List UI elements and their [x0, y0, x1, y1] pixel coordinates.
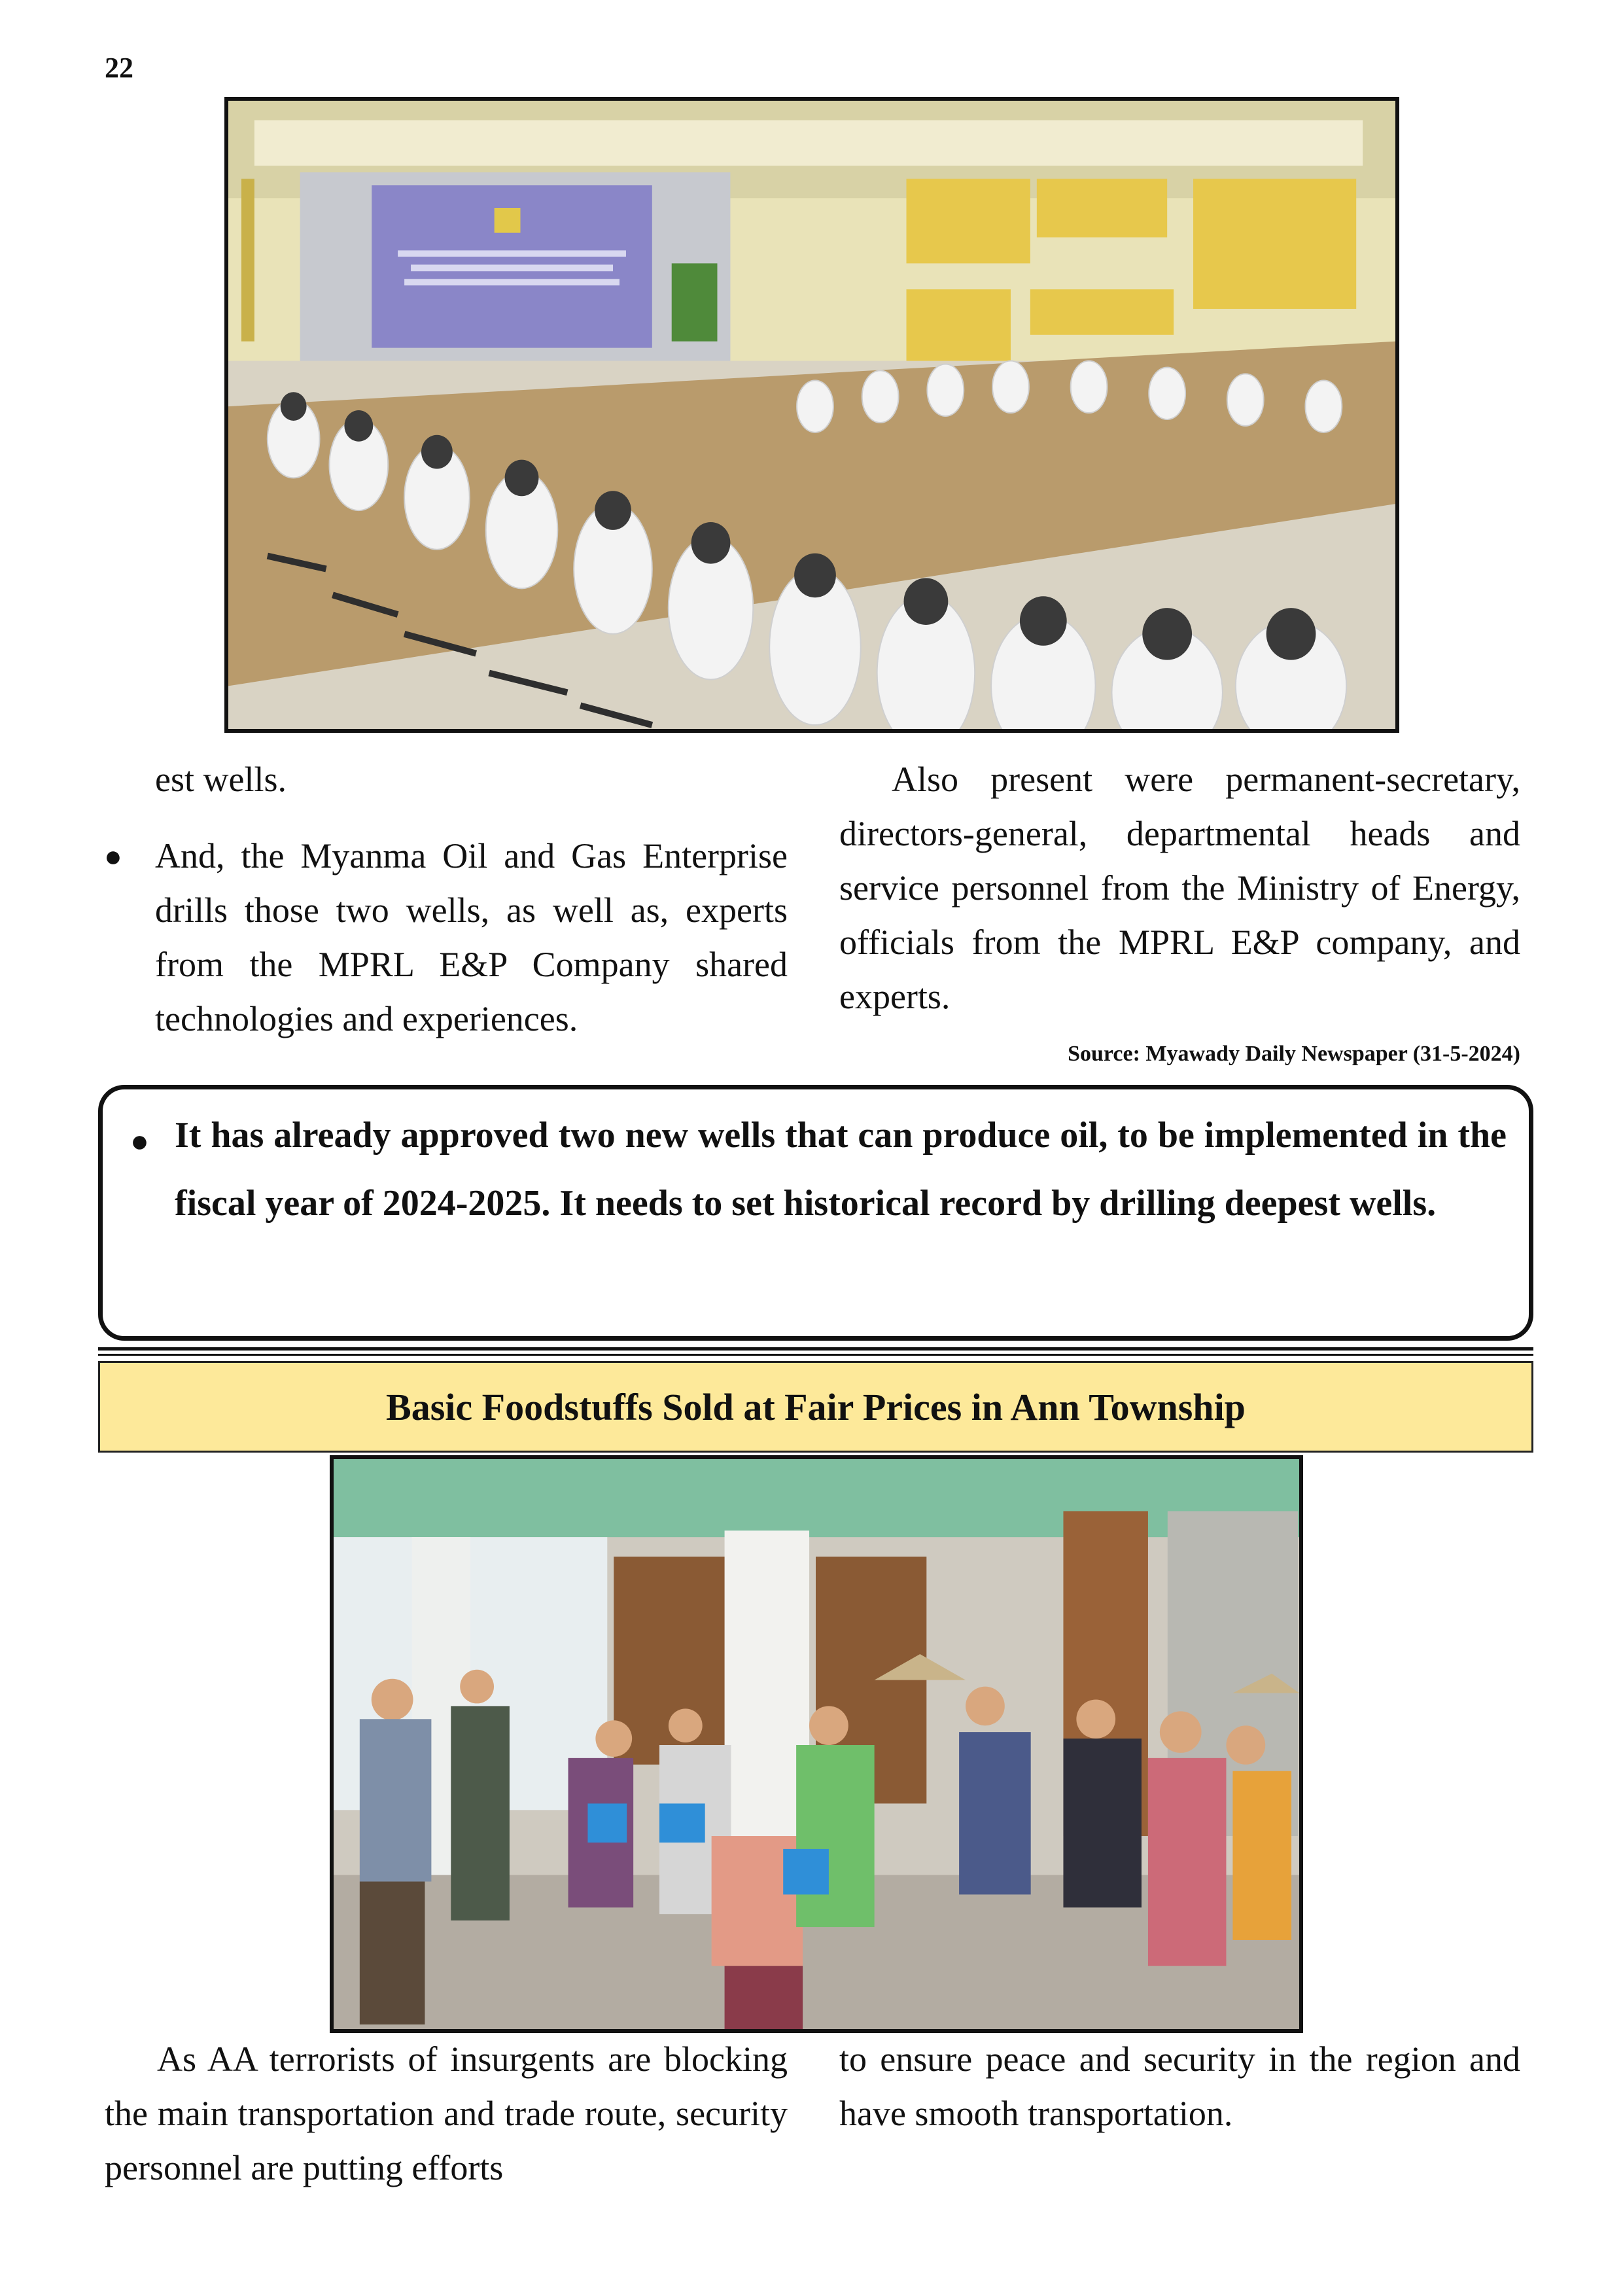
callout-box [98, 1085, 1533, 1341]
article2-left-column [105, 2032, 788, 2195]
market-distribution-photo [330, 1455, 1303, 2033]
callout-text: It has already approved two new wells that can produce oil, to be implemented in the fiscal year of 2024-2025. It needs to set historical record by drilling deepest wells. [175, 1115, 1507, 1224]
article1-right-column [839, 752, 1520, 1024]
continued-text: est wells. [155, 760, 287, 799]
source-credit: Source: Myawady Daily Newspaper (31-5-2024) [1068, 1042, 1520, 1066]
divider [98, 1354, 1533, 1356]
paragraph: As AA terrorists of insurgents are blocking the main transportation and trade route, security personnel are putting efforts [105, 2040, 788, 2187]
list-item [103, 829, 788, 1046]
bullet-icon: ● [104, 839, 122, 873]
paragraph: Also present were permanent-secretary, directors-general, departmental heads and service personnel from the Ministry of Energy, officials from the MPRL E&P company, and experts. [839, 760, 1520, 1016]
bullet-list [103, 829, 788, 1046]
section-headline [98, 1361, 1533, 1453]
divider [98, 1347, 1533, 1351]
article2-right-column [839, 2032, 1520, 2141]
paragraph: to ensure peace and security in the region and have smooth transportation. [839, 2040, 1520, 2133]
meeting-hall-photo [224, 97, 1399, 733]
bullet-icon: ● [130, 1124, 149, 1159]
article1-left-column [104, 752, 788, 1046]
headline-text: Basic Foodstuffs Sold at Fair Prices in Ann Township [386, 1385, 1246, 1428]
bullet-text: And, the Myanma Oil and Gas Enterprise drills those two wells, as well as, experts from the MPRL E&P Company shared technologies and experiences. [155, 836, 788, 1038]
page-number: 22 [105, 52, 133, 84]
